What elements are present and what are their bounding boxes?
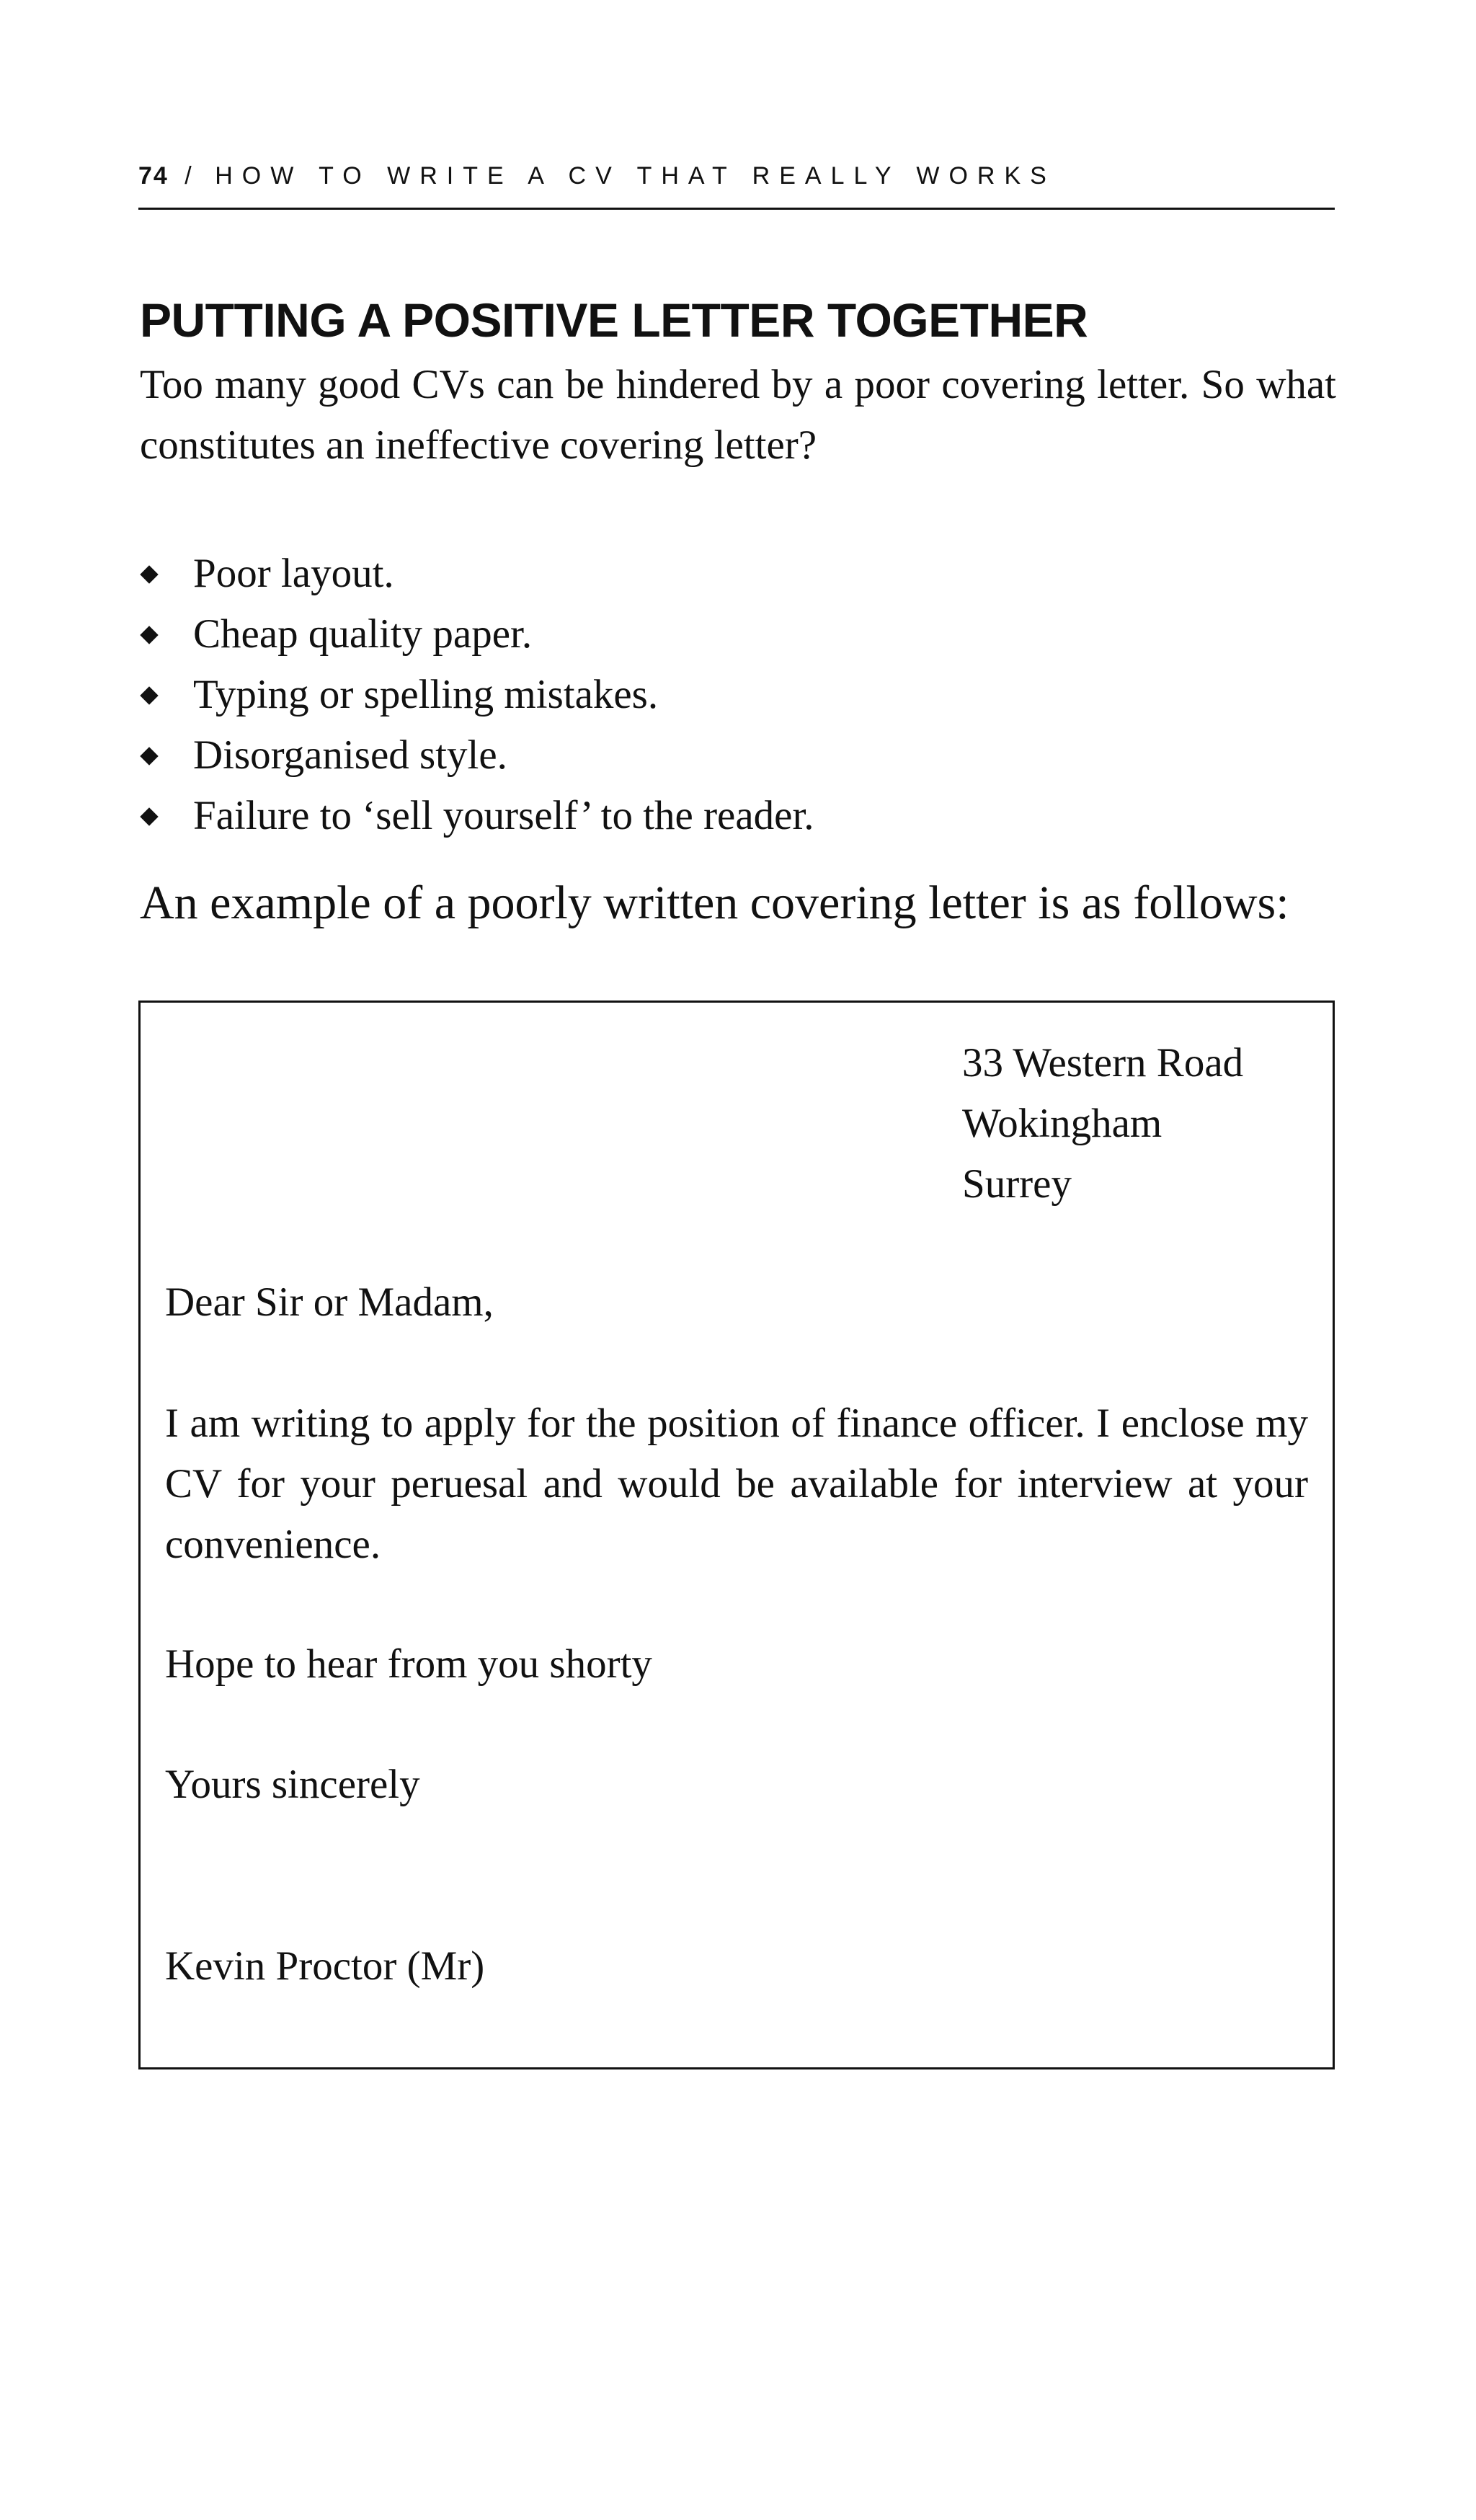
list-item-text: Typing or spelling mistakes. [193, 672, 659, 717]
sender-address [962, 1033, 1243, 1215]
salutation: Dear Sir or Madam, [165, 1279, 494, 1325]
diamond-bullet-icon [140, 686, 158, 704]
diamond-bullet-icon [140, 807, 158, 825]
list-item [140, 665, 814, 725]
diamond-bullet-icon [140, 565, 158, 583]
list-item [140, 786, 814, 846]
page-number: 74 [138, 162, 169, 190]
diamond-bullet-icon [140, 747, 158, 765]
signature: Kevin Proctor (Mr) [165, 1943, 485, 1989]
list-item-text: Cheap quality paper. [193, 611, 533, 657]
address-line: 33 Western Road [962, 1040, 1244, 1086]
list-item [140, 604, 814, 665]
address-line: Wokingham [962, 1101, 1162, 1146]
list-item [140, 725, 814, 786]
bullet-list [140, 544, 814, 846]
example-intro: An example of a poorly written covering letter is as follows: [140, 877, 1289, 929]
list-item-text: Failure to ‘sell yourself’ to the reader. [193, 793, 814, 838]
list-item-text: Disorganised style. [193, 732, 507, 778]
letter-body: I am writing to apply for the position of finance officer. I enclose my CV for your peruesal and would be available for interview at your convenience. [165, 1401, 1308, 1567]
running-head-separator: / [184, 162, 199, 190]
sign-off: Yours sincerely [165, 1762, 420, 1807]
example-letter-box [138, 1001, 1335, 2069]
running-head [138, 160, 1335, 192]
closing-line: Hope to hear from you shorty [165, 1641, 652, 1687]
intro-paragraph: Too many good CVs can be hindered by a poor covering letter. So what constitutes an ineffective covering letter? [140, 362, 1336, 468]
header-rule [138, 208, 1335, 210]
list-item [140, 544, 814, 604]
book-title: HOW TO WRITE A CV THAT REALLY WORKS [215, 162, 1056, 190]
section-heading: PUTTING A POSITIVE LETTER TOGETHER [140, 293, 1088, 347]
address-line: Surrey [962, 1161, 1072, 1207]
list-item-text: Poor layout. [193, 551, 394, 596]
diamond-bullet-icon [140, 626, 158, 644]
